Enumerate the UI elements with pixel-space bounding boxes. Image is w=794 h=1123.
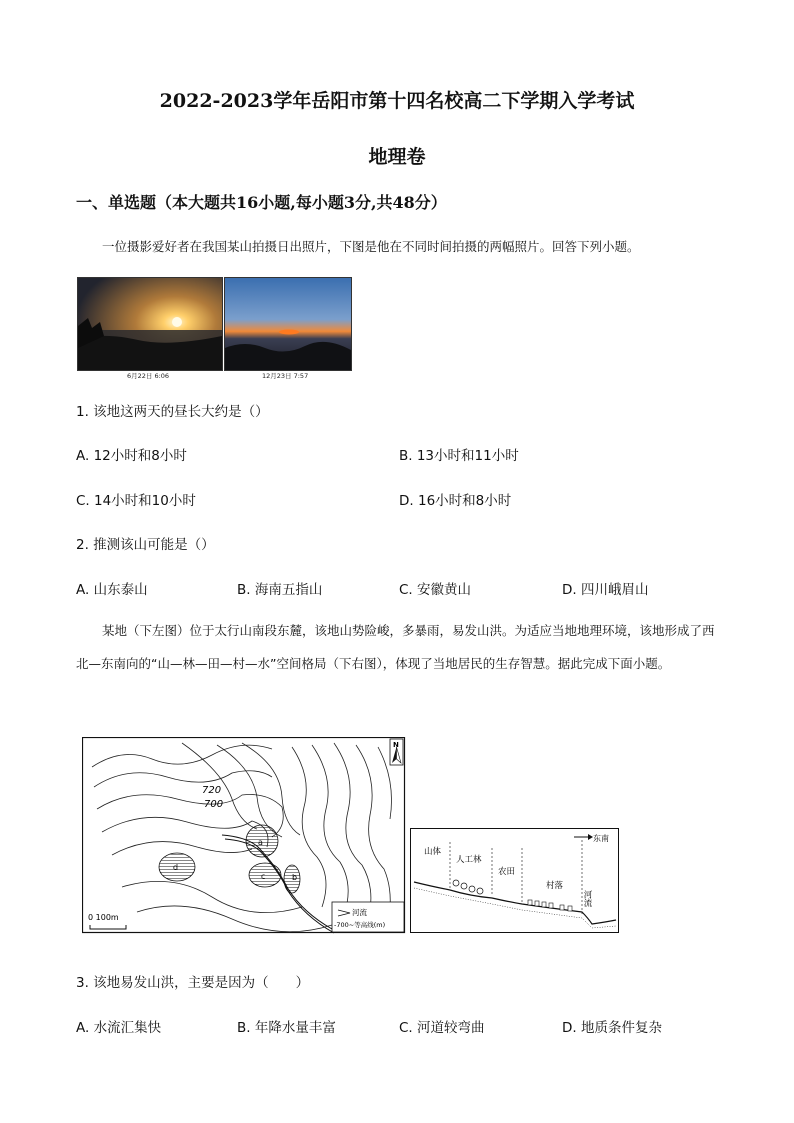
map-legend <box>332 902 404 932</box>
contour-label-700: 700 <box>204 799 224 810</box>
photo-caption-june: 6月22日 6:06 <box>127 372 170 380</box>
map-label-b: b <box>292 873 298 882</box>
q3-option-c[interactable]: C. 河道较弯曲 <box>399 1020 485 1036</box>
q2-option-b[interactable]: B. 海南五指山 <box>237 582 323 598</box>
q2-option-d[interactable]: D. 四川峨眉山 <box>562 582 649 598</box>
question-3-stem: 3. 该地易发山洪，主要是因为（ ） <box>76 975 310 991</box>
exam-title: 2022-2023学年岳阳市第十四名校高二下学期入学考试 <box>159 90 635 112</box>
legend-river: 河流 <box>352 908 367 917</box>
profile-direction: 东南 <box>593 834 609 843</box>
passage-2-text: 某地（下左图）位于太行山南段东麓，该地山势险峻，多暴雨，易发山洪。为适应当地地理环境，该地形成了西北—东南向的“山—林—田—村—水”空间格局（下右图），体现了当地居民的生存智慧。据此完成下面小题。 <box>76 623 715 671</box>
profile-label-forest: 人工林 <box>456 855 482 865</box>
question-2-stem: 2. 推测该山可能是（） <box>76 537 215 553</box>
map-label-d: d <box>173 863 179 872</box>
north-label: N <box>393 741 399 749</box>
sunrise-photo-december <box>224 277 352 371</box>
passage-2 <box>76 614 718 680</box>
q2-option-c[interactable]: C. 安徽黄山 <box>399 582 472 598</box>
sunrise-photo-june <box>77 277 223 371</box>
q1-option-d[interactable]: D. 16小时和8小时 <box>399 493 512 509</box>
q3-option-a[interactable]: A. 水流汇集快 <box>76 1020 162 1036</box>
photo-caption-december: 12月23日 7:57 <box>262 372 309 380</box>
q2-option-a[interactable]: A. 山东泰山 <box>76 582 148 598</box>
scale-label: 0 100m <box>88 913 119 922</box>
contour-label-720: 720 <box>202 785 222 796</box>
contour-map <box>82 737 406 934</box>
profile-label-mountain: 山体 <box>424 847 442 857</box>
q1-option-b[interactable]: B. 13小时和11小时 <box>399 448 519 464</box>
q1-option-a[interactable]: A. 12小时和8小时 <box>76 448 187 464</box>
passage-1 <box>76 230 718 263</box>
landscape-profile <box>410 828 620 934</box>
q3-option-d[interactable]: D. 地质条件复杂 <box>562 1020 662 1036</box>
q3-option-b[interactable]: B. 年降水量丰富 <box>237 1020 336 1036</box>
passage-1-text: 一位摄影爱好者在我国某山拍摄日出照片，下图是他在不同时间拍摄的两幅照片。回答下列小题。 <box>102 239 640 254</box>
profile-label-farmland: 农田 <box>498 867 516 877</box>
map-label-c: c <box>261 872 266 881</box>
legend-contour: -700~等高线(m) <box>334 921 386 929</box>
profile-label-village: 村落 <box>546 881 564 891</box>
exam-subtitle: 地理卷 <box>368 146 426 168</box>
section-heading: 一、单选题（本大题共16小题,每小题3分,共48分） <box>76 193 447 212</box>
q1-option-c[interactable]: C. 14小时和10小时 <box>76 493 196 509</box>
question-1-stem: 1. 该地这两天的昼长大约是（） <box>76 404 269 420</box>
map-label-a: a <box>258 838 263 847</box>
profile-label-river: 河流 <box>582 890 592 907</box>
